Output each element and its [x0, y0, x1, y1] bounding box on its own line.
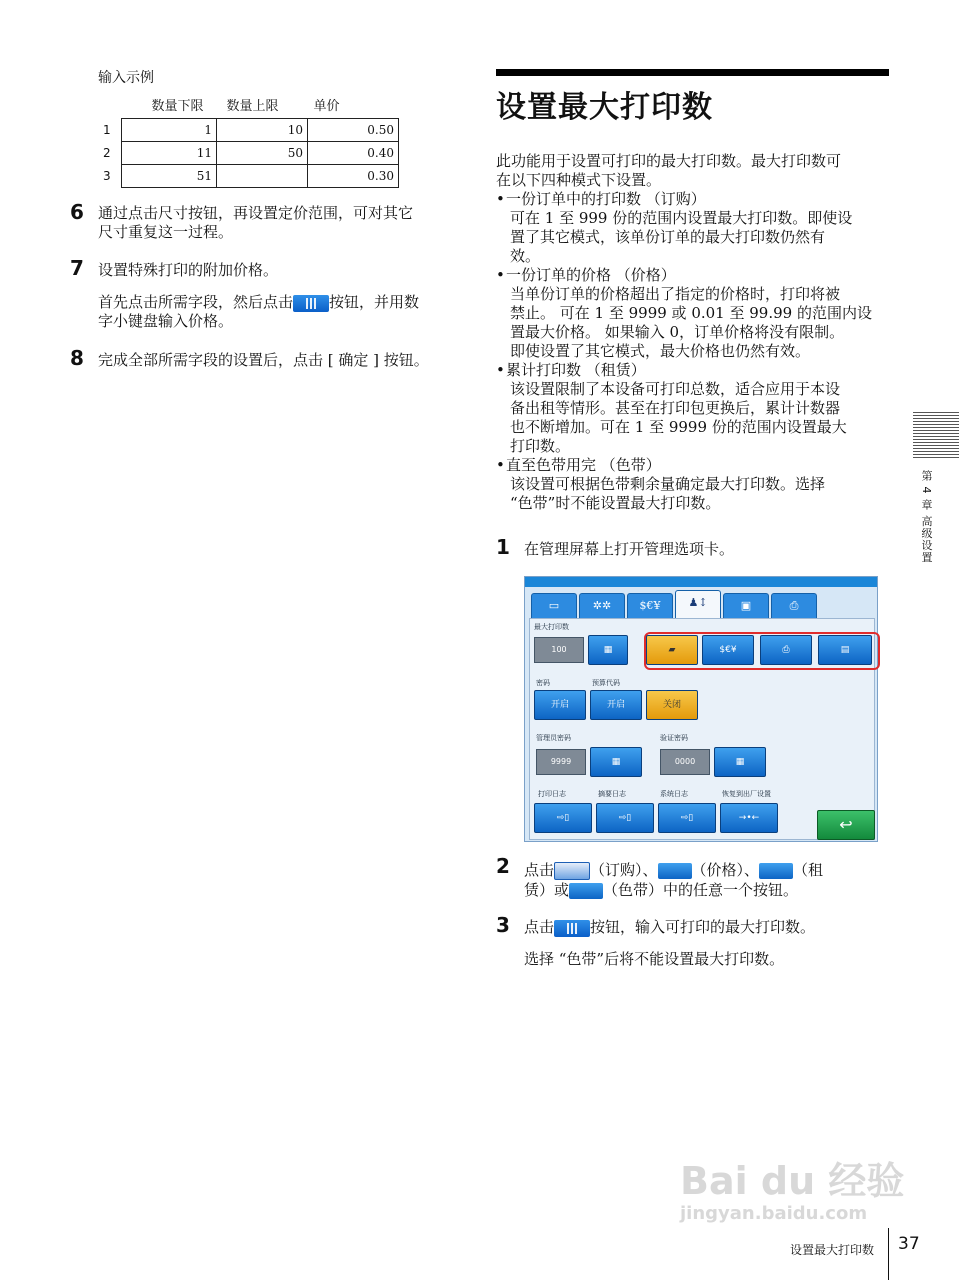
verify-password-label: 验证密码	[660, 734, 688, 742]
table-row	[95, 119, 399, 142]
step-number: 1	[496, 535, 510, 559]
bullet-list: •一份订单中的打印数 （订购） 可在 1 至 999 份的范围内设置最大打印数。即使设 置了其它模式，该单份订单的最大打印数仍然有 效。 •一份订单的价格 （价格） 当单份订单的价格超出了指定的价格时，打印将被 禁止。 可在 1 至 9999 或 0.01 至 99.99 的范围内设 置最大价格。 如果输入 0，订单价格将没有限制。 即使设置了其它模式，最大价格也仍然有效。 •累计打印数 （租赁） 该设置限制了本设备可打印总数，适合应用于本设 备出租等情形。甚至在打印包更换后，累计计数器 也不断增加。可在 1 至 9999 份的范围内设置最大 打印数。 •直至色带用完 （色带） 该设置可根据色带剩余量确定最大打印数。选择 “色带”时不能设置最大打印数。	[496, 190, 891, 513]
col-header-low: 数量下限	[151, 99, 204, 114]
cell-low: 51	[122, 165, 217, 188]
tab-printer[interactable]: ⎙	[771, 593, 817, 618]
tab-price[interactable]: $€¥	[627, 593, 673, 618]
step-number: 3	[496, 913, 510, 937]
cell-high: 50	[217, 142, 308, 165]
title-strip	[525, 577, 877, 587]
step-text: 在管理屏幕上打开管理选项卡。	[524, 540, 735, 558]
page-number: 37	[898, 1234, 920, 1254]
summary-log-export-button[interactable]: ⇨▯	[596, 803, 654, 833]
verify-password-keypad-button[interactable]: ▦	[714, 747, 766, 777]
price-icon	[658, 863, 692, 879]
col-header-price: 单价	[313, 99, 340, 114]
ribbon-mode-button[interactable]: ▤	[818, 635, 872, 665]
step-text: 完成全部所需字段的设置后，点击 [ 确定 ] 按钮。	[98, 351, 429, 369]
budget-on-button[interactable]: 开启	[590, 690, 642, 720]
order-mode-button[interactable]: ▰	[646, 635, 698, 665]
step-text: 设置特殊打印的附加价格。	[98, 261, 279, 279]
admin-password-label: 管理员密码	[536, 734, 571, 742]
col-header-high: 数量上限	[226, 99, 279, 114]
list-item: •一份订单中的打印数 （订购）	[496, 190, 706, 208]
page-title: 设置最大打印数	[496, 90, 713, 125]
tab-admin[interactable]: ♟↕	[675, 590, 721, 619]
print-log-export-button[interactable]: ⇨▯	[534, 803, 592, 833]
price-mode-button[interactable]: $€¥	[702, 635, 754, 665]
step-text: 点击 （订购）、 （价格）、 （租 赁）或 （色带）中的任意一个按钮。	[524, 861, 824, 899]
example-table	[95, 95, 399, 188]
cell-price: 0.50	[308, 119, 399, 142]
step-text: 点击 按钮，输入可打印的最大打印数。	[524, 918, 816, 936]
tab-settings[interactable]: ✲✲	[579, 593, 625, 618]
system-log-label: 系统日志	[660, 790, 688, 798]
row-number: 2	[103, 146, 111, 160]
example-title: 输入示例	[98, 70, 154, 86]
rental-mode-button[interactable]: ⎙	[760, 635, 812, 665]
footer-divider	[888, 1228, 889, 1280]
summary-log-label: 摘要日志	[598, 790, 626, 798]
factory-reset-button[interactable]: →•←	[720, 803, 778, 833]
chapter-label: 第 4 章 高级设置	[920, 470, 933, 564]
footer-title: 设置最大打印数	[790, 1243, 875, 1257]
password-on-button[interactable]: 开启	[534, 690, 586, 720]
admin-password-keypad-button[interactable]: ▦	[590, 747, 642, 777]
keypad-button[interactable]: ▦	[588, 635, 628, 665]
cell-price: 0.30	[308, 165, 399, 188]
step-text: 通过点击尺寸按钮，再设置定价范围，可对其它 尺寸重复这一过程。	[98, 204, 414, 241]
cell-high: 10	[217, 119, 308, 142]
step-number: 2	[496, 854, 510, 878]
system-log-export-button[interactable]: ⇨▯	[658, 803, 716, 833]
title-rule	[496, 69, 889, 76]
factory-reset-label: 恢复到出厂设置	[722, 790, 771, 798]
order-icon	[554, 862, 590, 880]
cell-low: 1	[122, 119, 217, 142]
calculator-icon	[554, 920, 590, 937]
list-item: •累计打印数 （租赁）	[496, 361, 646, 379]
admin-screen-screenshot	[524, 576, 878, 842]
cell-price: 0.40	[308, 142, 399, 165]
cell-low: 11	[122, 142, 217, 165]
step-number: 8	[70, 346, 84, 370]
budget-off-button[interactable]: 关闭	[646, 690, 698, 720]
step-subtext: 首先点击所需字段，然后点击 按钮，并用数 字小键盘输入价格。	[98, 293, 420, 330]
rental-icon	[759, 863, 793, 879]
list-item: •一份订单的价格 （价格）	[496, 266, 676, 284]
max-prints-value: 100	[534, 637, 584, 663]
admin-password-value: 9999	[536, 749, 586, 775]
print-log-label: 打印日志	[538, 790, 566, 798]
admin-panel	[529, 618, 875, 840]
table-row	[95, 142, 399, 165]
intro: 此功能用于设置可打印的最大打印数。最大打印数可 在以下四种模式下设置。	[496, 152, 842, 189]
step-subtext: 选择 “色带”后将不能设置最大打印数。	[524, 950, 785, 968]
password-label: 密码	[536, 679, 550, 687]
step-number: 7	[70, 256, 84, 280]
max-prints-label: 最大打印数	[534, 623, 569, 631]
cell-high	[217, 165, 308, 188]
ribbon-icon	[569, 883, 603, 899]
budget-code-label: 预算代码	[592, 679, 620, 687]
calculator-icon	[293, 295, 329, 312]
row-number: 1	[103, 123, 111, 137]
return-button[interactable]: ↩	[817, 810, 875, 840]
row-number: 3	[103, 169, 111, 183]
chapter-tab	[913, 410, 959, 458]
table-row	[95, 165, 399, 188]
tab-frame[interactable]: ▣	[723, 593, 769, 618]
verify-password-value: 0000	[660, 749, 710, 775]
step-number: 6	[70, 200, 84, 224]
list-item: •直至色带用完 （色带）	[496, 456, 661, 474]
watermark: Bai du 经验 jingyan.baidu.com	[680, 1159, 905, 1224]
tab-display[interactable]: ▭	[531, 593, 577, 618]
